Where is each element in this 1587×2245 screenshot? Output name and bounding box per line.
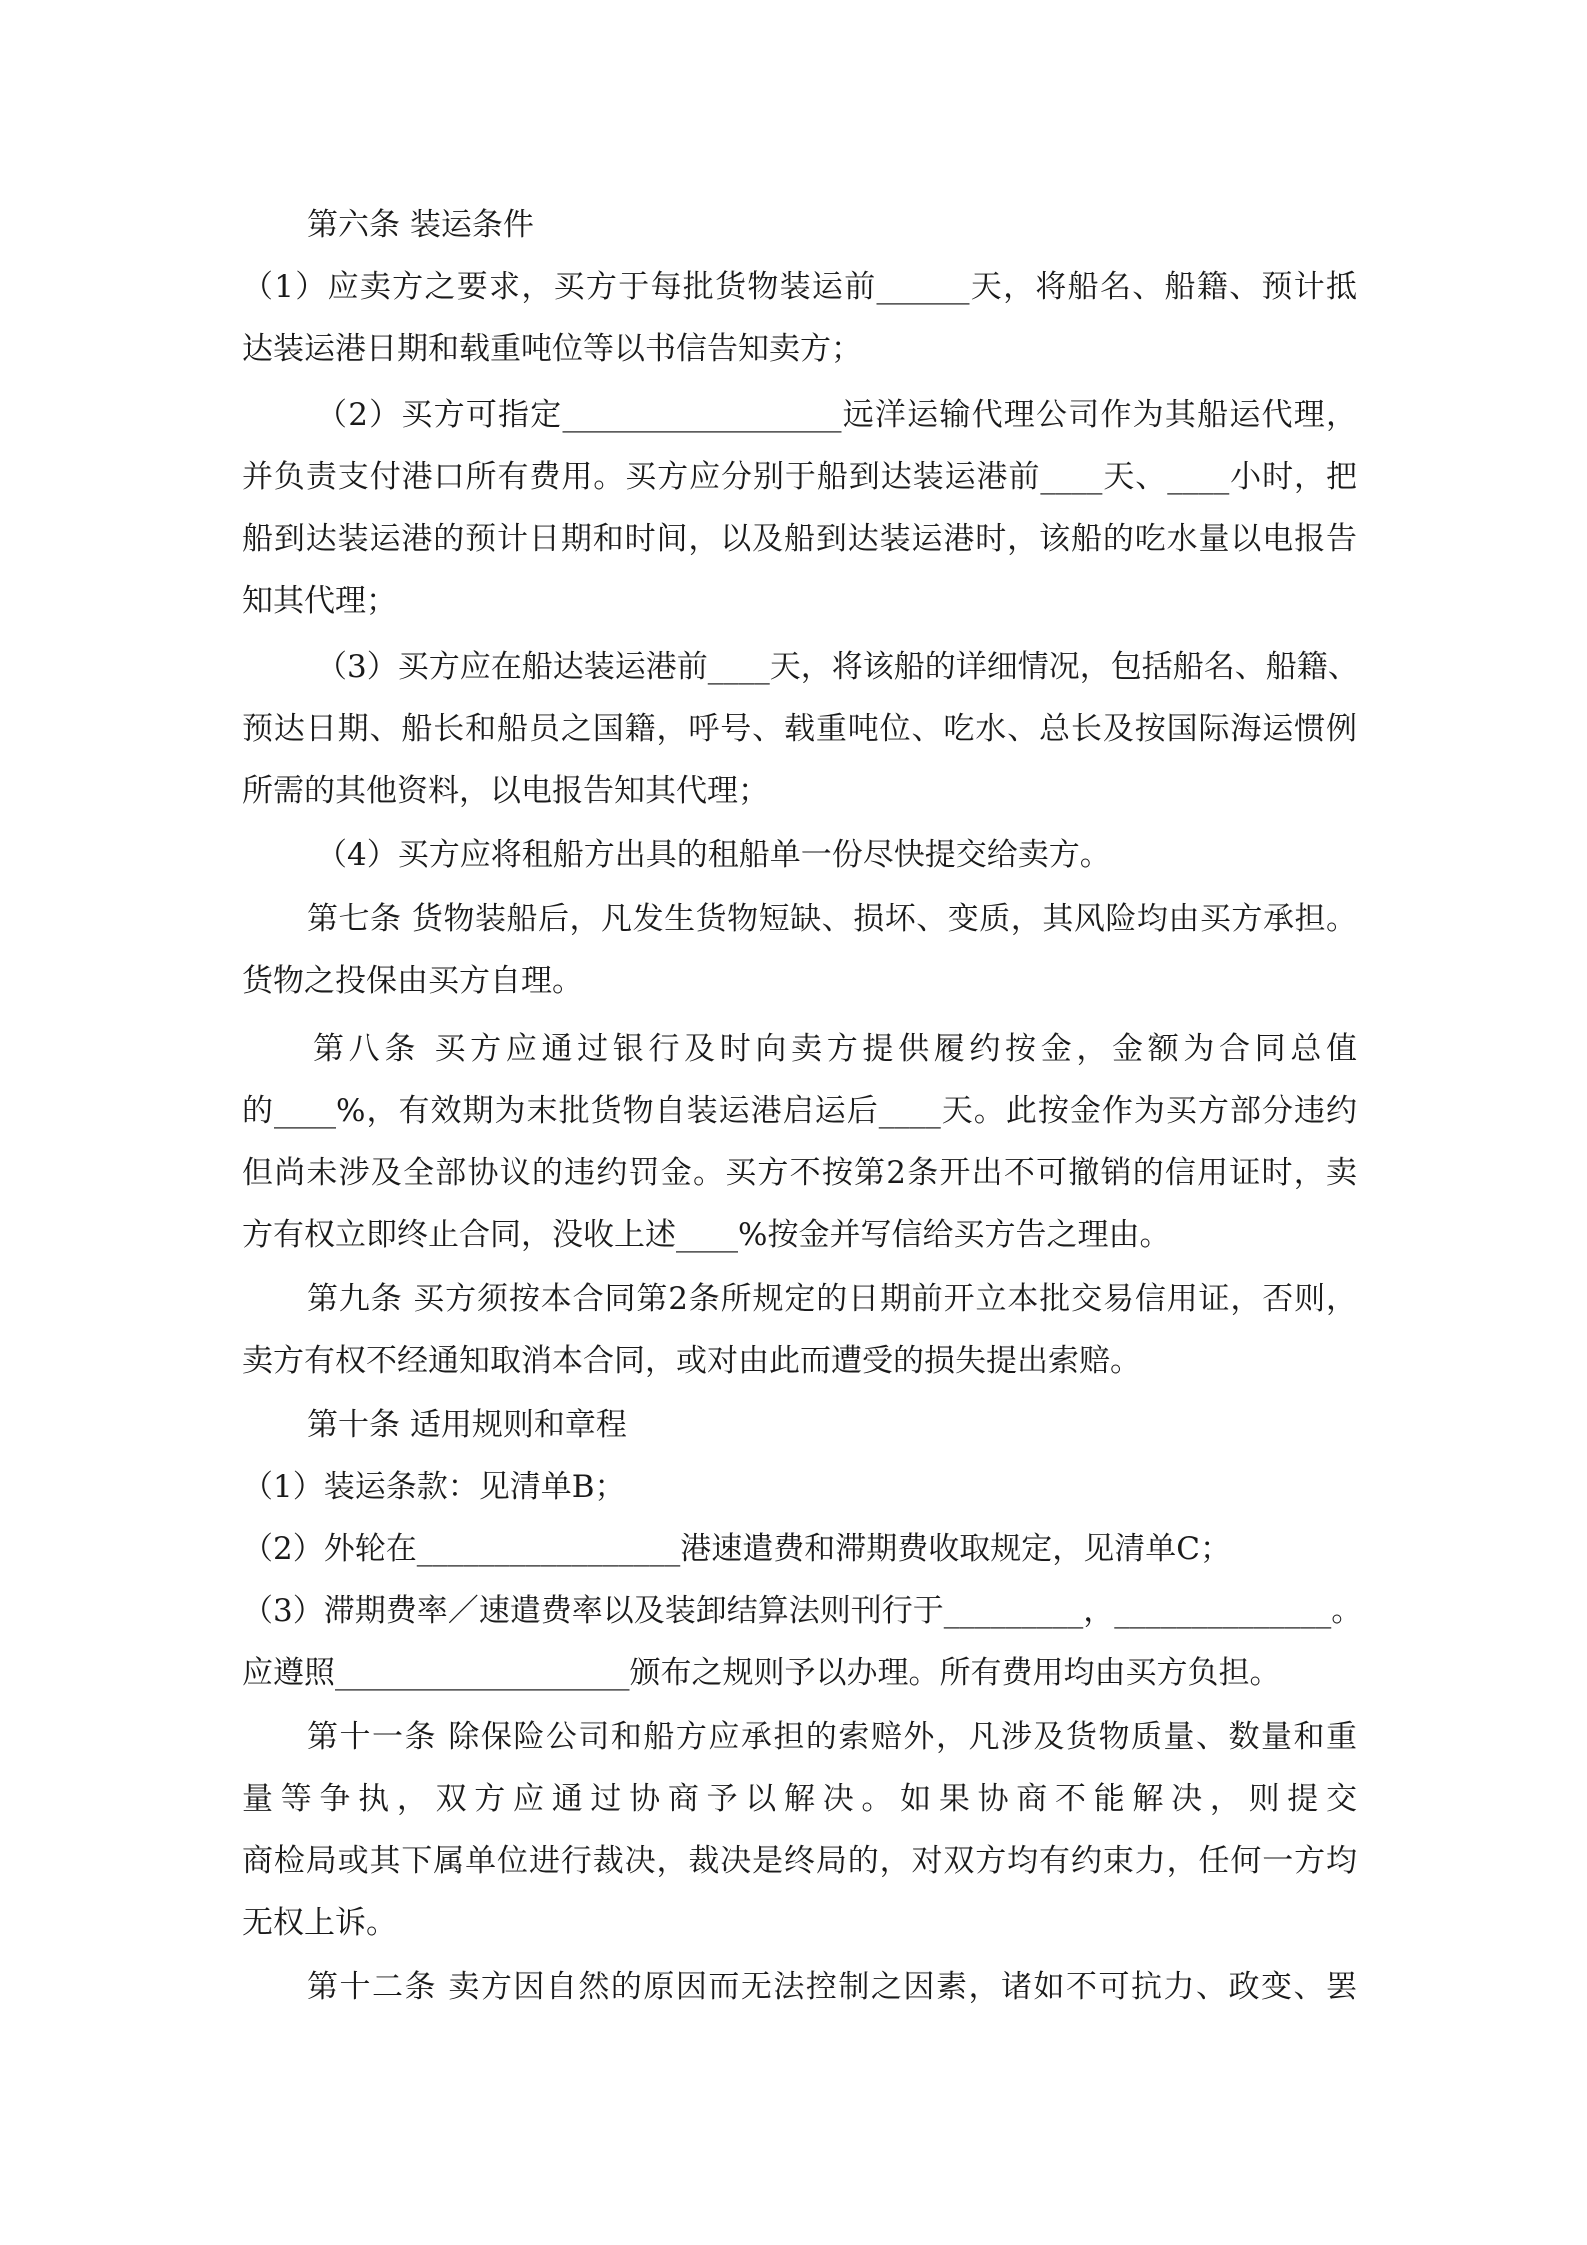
article-11-line-1: 第十一条 除保险公司和船方应承担的索赔外，凡涉及货物质量、数量和重 [307, 1719, 1357, 1755]
article-6-clause-1-line-2: 达装运港日期和载重吨位等以书信告知卖方； [242, 331, 862, 367]
article-8-line-3: 但尚未涉及全部协议的违约罚金。买方不按第2条开出不可撤销的信用证时，卖 [242, 1155, 1357, 1191]
article-6-clause-2-line-4: 知其代理； [242, 583, 397, 619]
article-10-clause-3-line-2: 应遵照___________________颁布之规则予以办理。所有费用均由买方负担。 [242, 1655, 1281, 1691]
article-6-clause-2-line-3: 船到达装运港的预计日期和时间，以及船到达装运港时，该船的吃水量以电报告 [242, 521, 1357, 557]
article-9-line-1: 第九条 买方须按本合同第2条所规定的日期前开立本批交易信用证，否则， [307, 1281, 1357, 1317]
article-6-clause-4: （4）买方应将租船方出具的租船单一份尽快提交给卖方。 [316, 837, 1111, 873]
article-6-clause-3-line-2: 预达日期、船长和船员之国籍，呼号、载重吨位、吃水、总长及按国际海运惯例 [242, 711, 1357, 747]
article-11-line-4: 无权上诉。 [242, 1905, 397, 1941]
article-9-line-2: 卖方有权不经通知取消本合同，或对由此而遭受的损失提出索赔。 [242, 1343, 1141, 1379]
article-10-heading: 第十条 适用规则和章程 [307, 1407, 627, 1443]
article-7-line-2: 货物之投保由买方自理。 [242, 963, 583, 999]
article-12-line-1: 第十二条 卖方因自然的原因而无法控制之因素，诸如不可抗力、政变、罢 [307, 1969, 1357, 2005]
article-8-line-4: 方有权立即终止合同，没收上述____%按金并写信给买方告之理由。 [242, 1217, 1171, 1253]
article-10-clause-2: （2）外轮在_________________港速遣费和滞期费收取规定，见清单C； [242, 1531, 1231, 1567]
article-6-clause-1-line-1: （1）应卖方之要求，买方于每批货物装运前______天，将船名、船籍、预计抵 [242, 269, 1357, 305]
article-6-clause-2-line-1: （2）买方可指定__________________远洋运输代理公司作为其船运代理， [316, 397, 1357, 433]
article-7-line-1: 第七条 货物装船后，凡发生货物短缺、损坏、变质，其风险均由买方承担。 [307, 901, 1357, 937]
article-6-clause-3-line-3: 所需的其他资料，以电报告知其代理； [242, 773, 769, 809]
article-6-clause-2-line-2: 并负责支付港口所有费用。买方应分别于船到达装运港前____天、____小时，把 [242, 459, 1357, 495]
article-10-clause-3-line-1: （3）滞期费率／速遣费率以及装卸结算法则刊行于_________，______________。 [242, 1593, 1363, 1629]
article-8-line-1: 第八条 买方应通过银行及时向卖方提供履约按金，金额为合同总值 [313, 1031, 1357, 1067]
article-10-clause-1: （1）装运条款：见清单B； [242, 1469, 626, 1505]
article-6-heading: 第六条 装运条件 [307, 207, 534, 243]
article-6-clause-3-line-1: （3）买方应在船达装运港前____天，将该船的详细情况，包括船名、船籍、 [316, 649, 1359, 685]
article-11-line-3: 商检局或其下属单位进行裁决，裁决是终局的，对双方均有约束力，任何一方均 [242, 1843, 1357, 1879]
article-8-line-2: 的____%，有效期为末批货物自装运港启运后____天。此按金作为买方部分违约 [242, 1093, 1357, 1129]
article-11-line-2: 量等争执，双方应通过协商予以解决。如果协商不能解决，则提交 [242, 1781, 1357, 1817]
